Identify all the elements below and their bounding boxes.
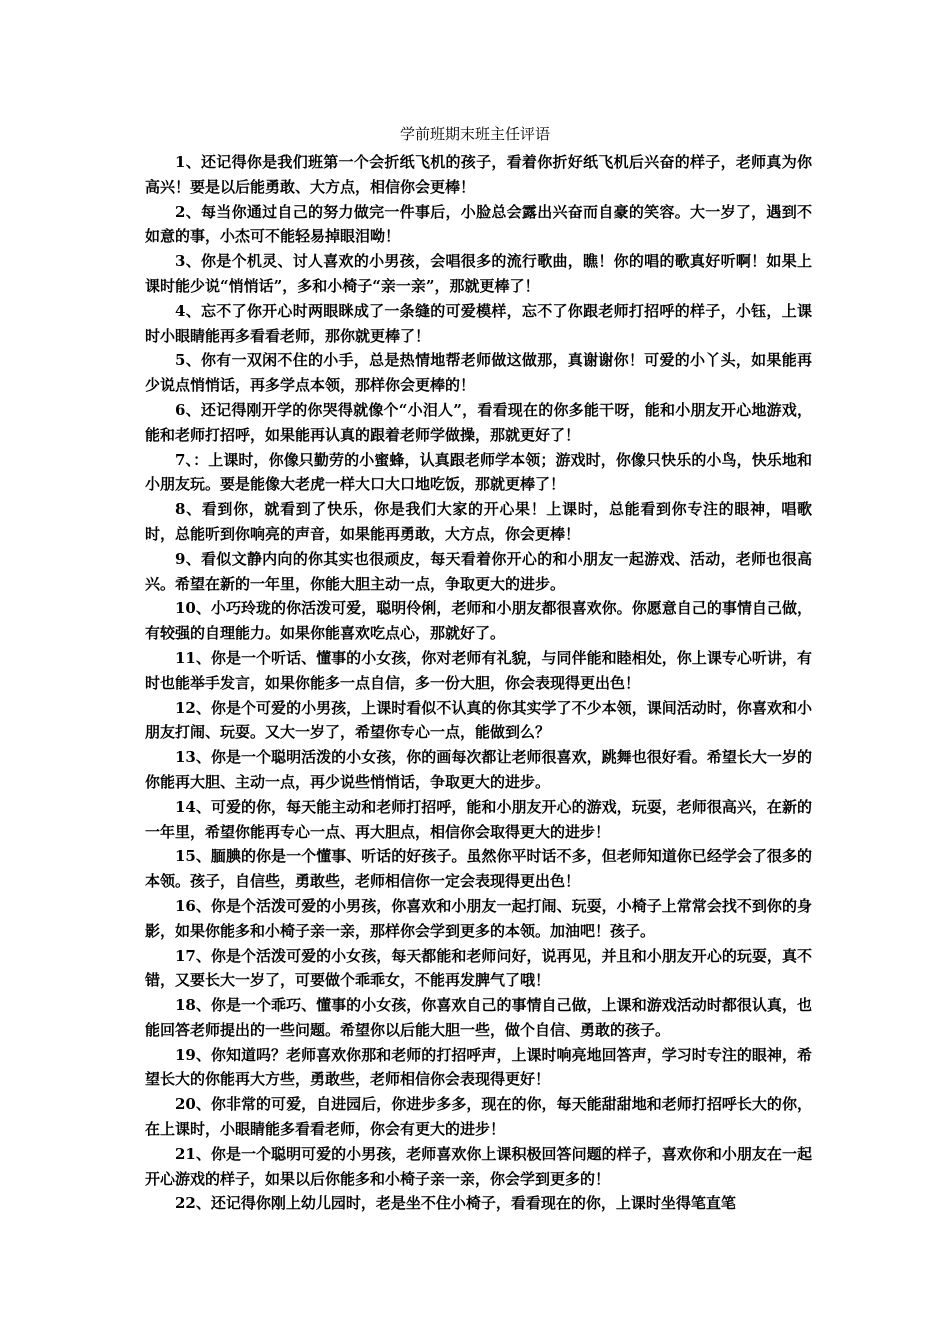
comment-paragraph-8: 8、看到你，就看到了快乐，你是我们大家的开心果！上课时，总能看到你专注的眼神，唱歌时，总能听到你响亮的声音，如果能再勇敢，大方点，你会更棒！ [145, 500, 812, 543]
comment-paragraph-9: 9、看似文静内向的你其实也很顽皮，每天看着你开心的和小朋友一起游戏、活动，老师也很高兴。希望在新的一年里，你能大胆主动一点，争取更大的进步。 [145, 549, 812, 593]
comment-paragraph-3: 3、你是个机灵、讨人喜欢的小男孩，会唱很多的流行歌曲，瞧！你的唱的歌真好听啊！如果上课时能少说“悄悄话”，多和小椅子“亲一亲”，那就更棒了！ [145, 252, 812, 295]
comment-paragraph-6: 6、还记得刚开学的你哭得就像个“小泪人”，看看现在的你多能干呀，能和小朋友开心地游戏，能和老师打招呼，如果能再认真的跟着老师学做操，那就更好了！ [145, 400, 812, 444]
comment-paragraph-11: 11、你是一个听话、懂事的小女孩，你对老师有礼貌，与同伴能和睦相处，你上课专心听讲，有时也能举手发言，如果你能多一点自信，多一份大胆，你会表现得更出色！ [145, 648, 812, 692]
comment-paragraph-1: 1、还记得你是我们班第一个会折纸飞机的孩子，看着你折好纸飞机后兴奋的样子，老师真为你高兴！要是以后能勇敢、大方点，相信你会更棒！ [145, 153, 812, 196]
comment-paragraph-15: 15、腼腆的你是一个懂事、听话的好孩子。虽然你平时话不多，但老师知道你已经学会了很多的本领。孩子，自信些，勇敢些，老师相信你一定会表现得更出色！ [145, 847, 812, 891]
comment-paragraph-14: 14、可爱的你，每天能主动和老师打招呼，能和小朋友开心的游戏，玩耍，老师很高兴，在新的一年里，希望你能再专心一点、再大胆点，相信你会取得更大的进步！ [145, 797, 812, 841]
comment-paragraph-16: 16、你是个活泼可爱的小男孩，你喜欢和小朋友一起打闹、玩耍，小椅子上常常会找不到你的身影，如果你能多和小椅子亲一亲，那样你会学到更多的本领。加油吧！孩子。 [145, 896, 812, 940]
comment-paragraph-21: 21、你是一个聪明可爱的小男孩，老师喜欢你上课积极回答问题的样子，喜欢你和小朋友在一起开心游戏的样子，如果以后你能多和小椅子亲一亲，你会学到更多的！ [145, 1144, 812, 1188]
comment-paragraph-7: 7、：上课时，你像只勤劳的小蜜蜂，认真跟老师学本领；游戏时，你像只快乐的小鸟，快乐地和小朋友玩。要是能像大老虎一样大口大口地吃饭，那就更棒了！ [145, 450, 812, 494]
comment-paragraph-17: 17、你是个活泼可爱的小女孩，每天都能和老师问好，说再见，并且和小朋友开心的玩耍，真不错，又要长大一岁了，可要做个乖乖女，不能再发脾气了哦！ [145, 946, 812, 990]
comment-paragraph-18: 18、你是一个乖巧、懂事的小女孩，你喜欢自己的事情自己做，上课和游戏活动时都很认真，也能回答老师提出的一些问题。希望你以后能大胆一些，做个自信、勇敢的孩子。 [145, 996, 812, 1039]
comment-paragraph-5: 5、你有一双闲不住的小手，总是热情地帮老师做这做那，真谢谢你！可爱的小丫头，如果能再少说点悄悄话，再多学点本领，那样你会更棒的！ [145, 351, 812, 395]
comment-paragraph-13: 13、你是一个聪明活泼的小女孩，你的画每次都让老师很喜欢，跳舞也很好看。希望长大一岁的你能再大胆、主动一点，再少说些悄悄话，争取更大的进步。 [145, 748, 812, 791]
comment-paragraph-12: 12、你是个可爱的小男孩，上课时看似不认真的你其实学了不少本领，课间活动时，你喜欢和小朋友打闹、玩耍。又大一岁了，希望你专心一点，能做到么？ [145, 698, 812, 742]
comment-paragraph-10: 10、小巧玲珑的你活泼可爱，聪明伶俐，老师和小朋友都很喜欢你。你愿意自己的事情自己做，有较强的自理能力。如果你能喜欢吃点心，那就好了。 [145, 599, 812, 643]
document-title: 学前班期末班主任评语 [399, 125, 550, 143]
comment-paragraph-19: 19、你知道吗？老师喜欢你那和老师的打招呼声，上课时响亮地回答声，学习时专注的眼神，希望长大的你能再大方些，勇敢些，老师相信你会表现得更好！ [145, 1045, 812, 1089]
comment-paragraph-20: 20、你非常的可爱，自进园后，你进步多多，现在的你，每天能甜甜地和老师打招呼长大的你，在上课时，小眼睛能多看看老师，你会有更大的进步！ [145, 1095, 812, 1139]
comment-paragraph-22: 22、还记得你刚上幼儿园时，老是坐不住小椅子，看看现在的你，上课时坐得笔直笔 [175, 1194, 736, 1213]
document-body [145, 150, 812, 1216]
comment-paragraph-2: 2、每当你通过自己的努力做完一件事后，小脸总会露出兴奋而自豪的笑容。大一岁了，遇到不如意的事，小杰可不能轻易掉眼泪呦！ [145, 202, 812, 246]
comment-paragraph-4: 4、忘不了你开心时两眼眯成了一条缝的可爱模样，忘不了你跟老师打招呼的样子，小钰，上课时小眼睛能再多看看老师，那你就更棒了！ [145, 301, 812, 345]
